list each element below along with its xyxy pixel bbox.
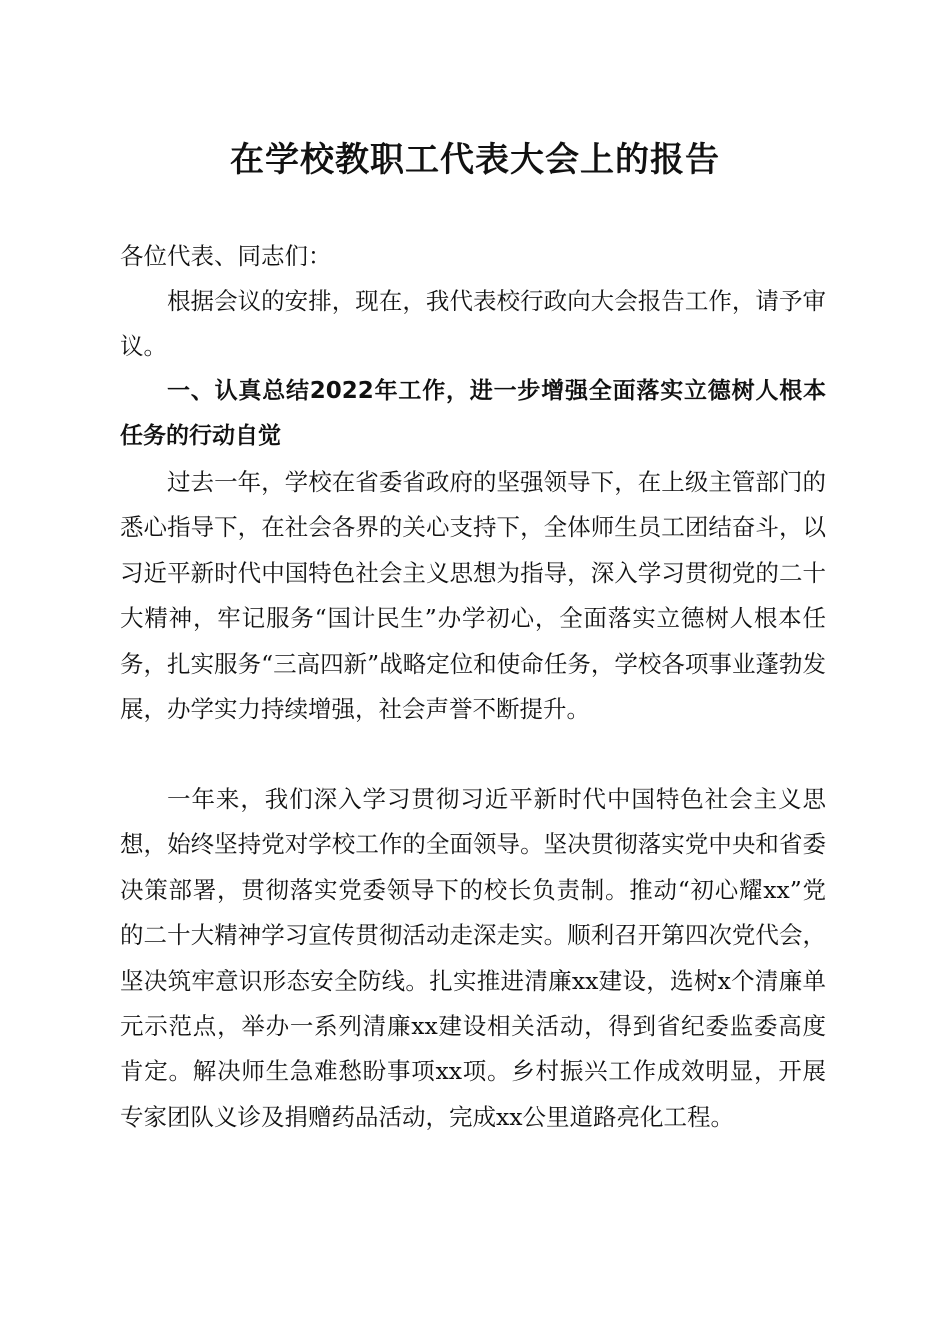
document-title: 在学校教职工代表大会上的报告	[230, 140, 720, 180]
body-paragraph-1: 过去一年，学校在省委省政府的坚强领导下，在上级主管部门的悉心指导下，在社会各界的关心支持下，全体师生员工团结奋斗，以习近平新时代中国特色社会主义思想为指导，深入学习贯彻党的二十大精神，牢记服务“国计民生”办学初心，全面落实立德树人根本任务，扎实服务“三高四新”战略定位和使命任务，学校各项事业蓬勃发展，办学实力持续增强，社会声誉不断提升。	[120, 468, 826, 724]
body-paragraph-2: 一年来，我们深入学习贯彻习近平新时代中国特色社会主义思想，始终坚持党对学校工作的全面领导。坚决贯彻落实党中央和省委决策部署，贯彻落实党委领导下的校长负责制。推动“初心耀xx”党的二十大精神学习宣传贯彻活动走深走实。顺利召开第四次党代会，坚决筑牢意识形态安全防线。扎实推进清廉xx建设，选树x个清廉单元示范点，举办一系列清廉xx建设相关活动，得到省纪委监委高度肯定。解决师生急难愁盼事项xx项。乡村振兴工作成效明显，开展专家团队义诊及捐赠药品活动，完成xx公里道路亮化工程。	[120, 785, 826, 1131]
salutation: 各位代表、同志们：	[120, 242, 332, 270]
intro-paragraph: 根据会议的安排，现在，我代表校行政向大会报告工作，请予审议。	[120, 287, 826, 361]
section-heading: 一、认真总结2022年工作，进一步增强全面落实立德树人根本任务的行动自觉	[120, 378, 826, 450]
